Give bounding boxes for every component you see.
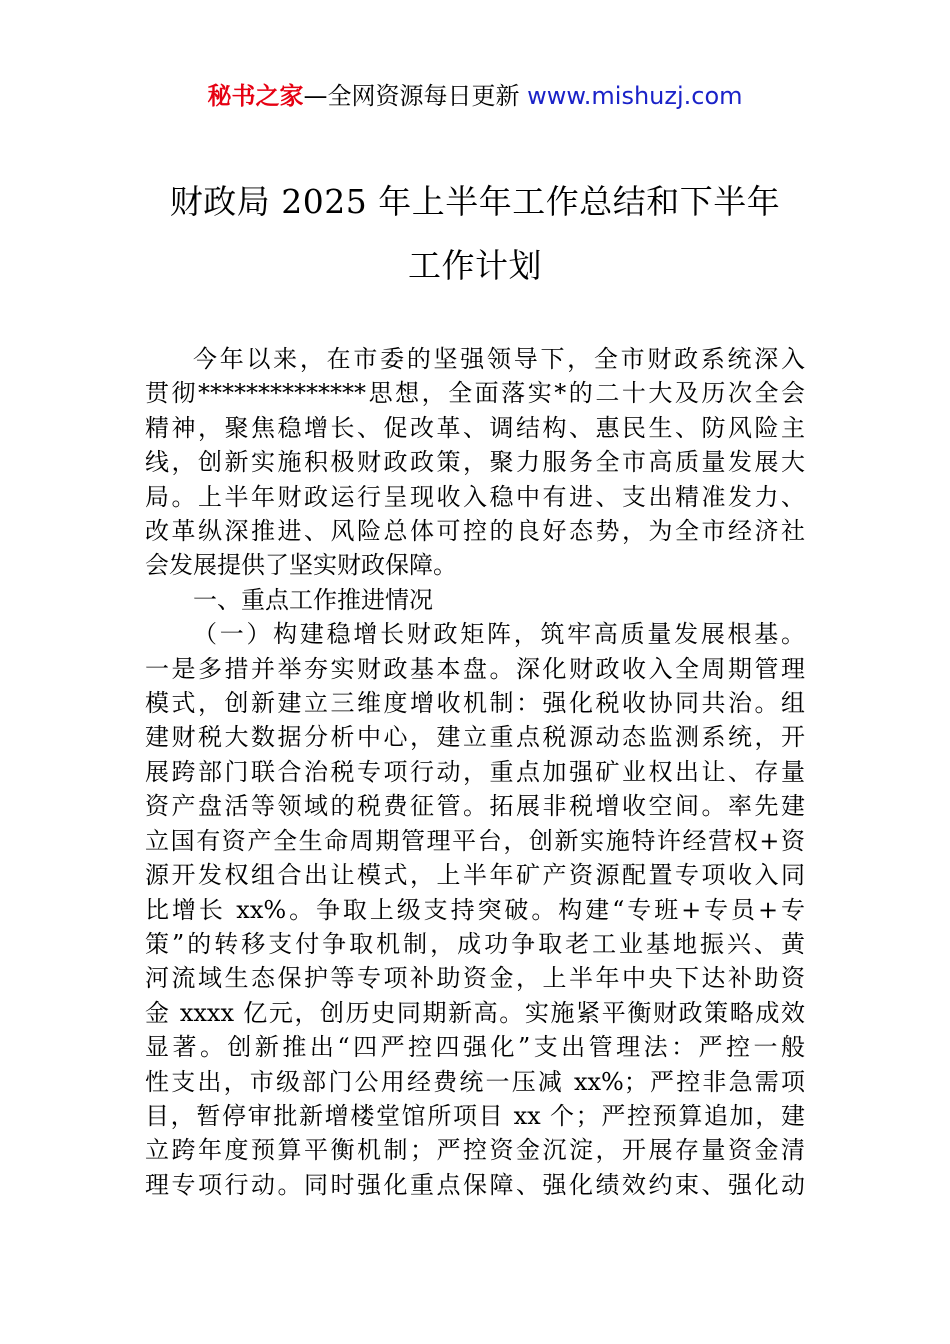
text-line: 建财税大数据分析中心，建立重点税源动态监测系统，开 <box>145 723 805 752</box>
text-line: 资产盘活等领域的税费征管。拓展非税增收空间。率先建 <box>145 792 805 821</box>
text-line: 显著。创新推出“四严控四强化”支出管理法：严控一般 <box>145 1033 805 1062</box>
text-line: 理专项行动。同时强化重点保障、强化绩效约束、强化动 <box>145 1170 805 1199</box>
text-line: 性支出，市级部门公用经费统一压减 xx%；严控非急需项 <box>145 1067 805 1096</box>
document-title <box>100 170 850 298</box>
site-tagline: —全网资源每日更新 <box>303 82 528 110</box>
text-line: 模式，创新建立三维度增收机制：强化税收协同共治。组 <box>145 689 805 718</box>
text-line: 目，暂停审批新增楼堂馆所项目 xx 个；严控预算追加，建 <box>145 1101 805 1130</box>
text-line: 金 xxxx 亿元，创历史同期新高。实施紧平衡财政策略成效 <box>145 998 805 1027</box>
text-line: 今年以来，在市委的坚强领导下，全市财政系统深入 <box>193 345 805 373</box>
text-line: 立国有资产全生命周期管理平台，创新实施特许经营权+资 <box>145 826 805 855</box>
site-url-link[interactable]: www.mishuzj.com <box>527 82 743 110</box>
paragraph-intro <box>145 342 805 583</box>
section-heading <box>145 583 805 617</box>
text-line: 立跨年度预算平衡机制；严控资金沉淀，开展存量资金清 <box>145 1136 805 1165</box>
paragraph-section-1 <box>145 617 805 1202</box>
text-line: 展跨部门联合治税专项行动，重点加强矿业权出让、存量 <box>145 757 805 786</box>
text-line: 比增长 xx%。争取上级支持突破。构建“专班+专员+专 <box>145 895 805 924</box>
text-line: 策”的转移支付争取机制，成功争取老工业基地振兴、黄 <box>145 929 805 958</box>
text-line: 改革纵深推进、风险总体可控的良好态势，为全市经济社 <box>145 517 805 546</box>
text-line: 线，创新实施积极财政政策，聚力服务全市高质量发展大 <box>145 448 805 477</box>
text-line: 局。上半年财政运行呈现收入稳中有进、支出精准发力、 <box>145 482 805 511</box>
title-line-1: 财政局 2025 年上半年工作总结和下半年 <box>169 182 781 221</box>
text-line: 精神，聚焦稳增长、促改革、调结构、惠民生、防风险主 <box>145 413 805 442</box>
site-brand: 秘书之家 <box>207 82 304 110</box>
text-line: 源开发权组合出让模式，上半年矿产资源配置专项收入同 <box>145 861 805 890</box>
text-line: 一是多措并举夯实财政基本盘。深化财政收入全周期管理 <box>145 654 805 683</box>
document-body <box>145 342 805 1202</box>
title-line-2: 工作计划 <box>408 246 542 285</box>
heading-line: 一、重点工作推进情况 <box>193 585 433 614</box>
text-line: （一）构建稳增长财政矩阵，筑牢高质量发展根基。 <box>193 620 805 649</box>
site-header <box>0 80 950 112</box>
text-line: 贯彻**************思想，全面落实*的二十大及历次全会 <box>145 379 805 408</box>
text-line: 会发展提供了坚实财政保障。 <box>145 551 457 580</box>
text-line: 河流域生态保护等专项补助资金，上半年中央下达补助资 <box>145 964 805 993</box>
